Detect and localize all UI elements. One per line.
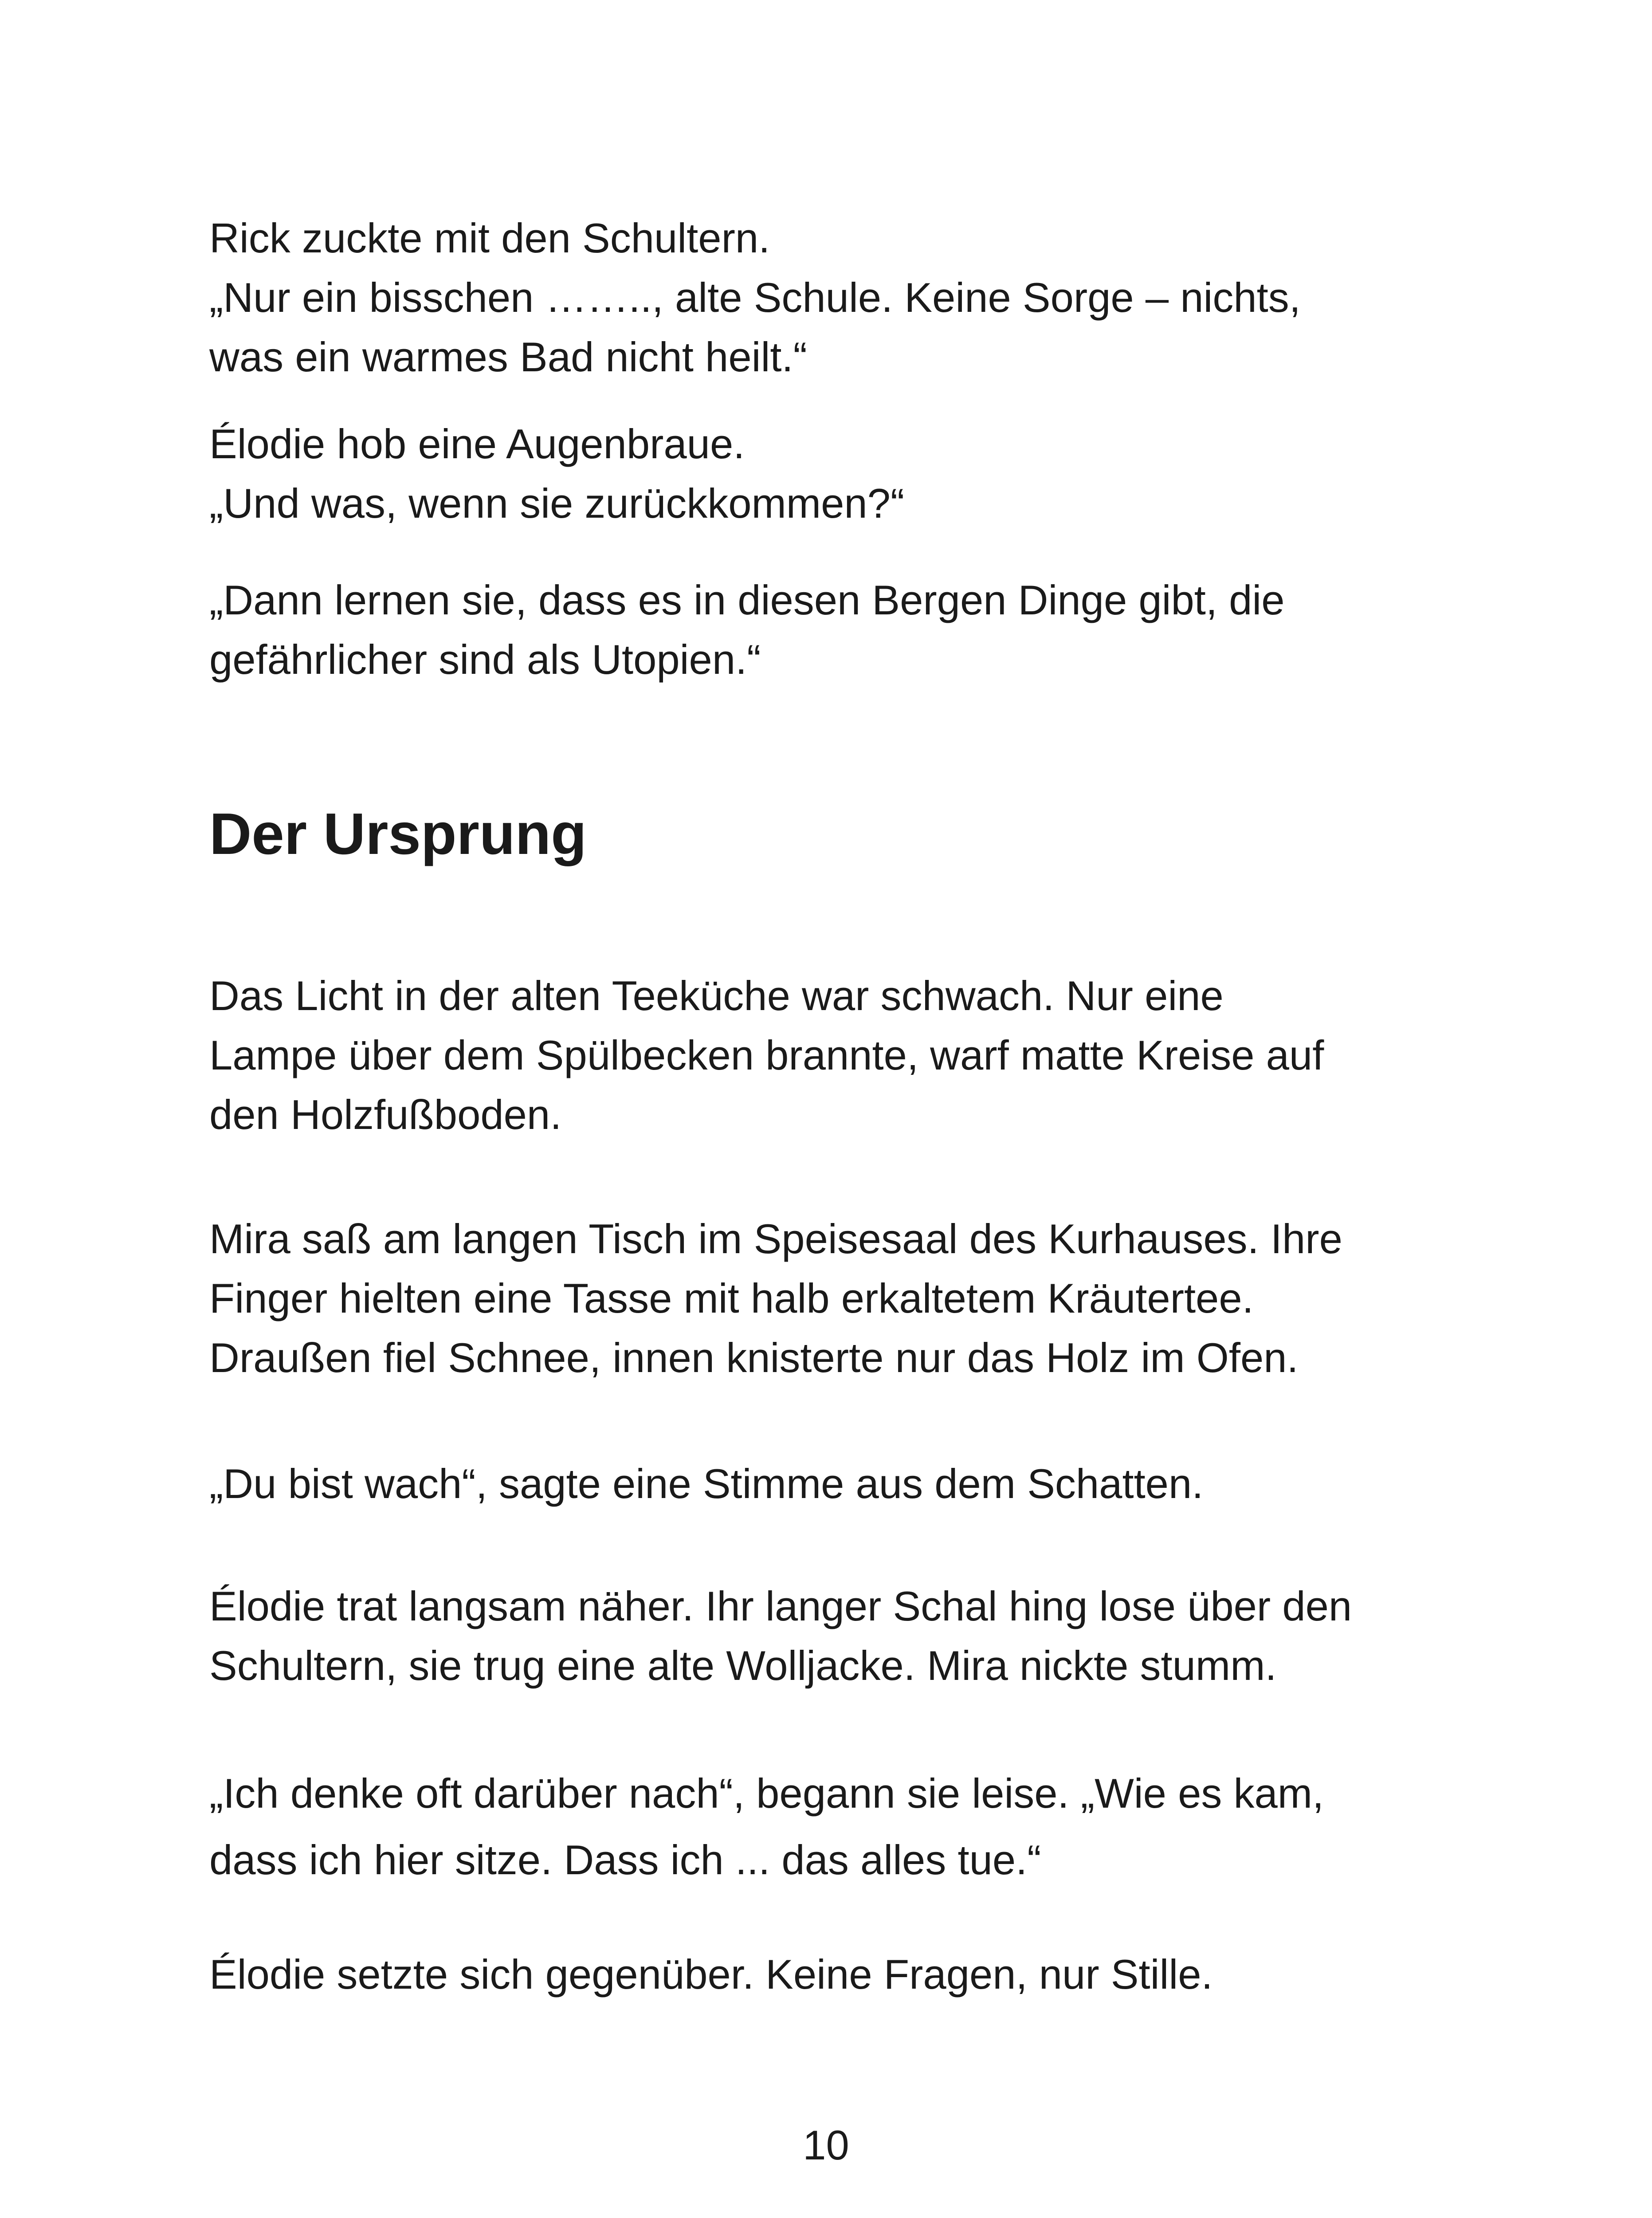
text-line: Das Licht in der alten Teeküche war schwach. Nur eine (209, 972, 1224, 1019)
text-line: dass ich hier sitze. Dass ich ... das alles tue.“ (209, 1837, 1041, 1883)
paragraph-mira-thinks (209, 1760, 1460, 1893)
paragraph-elodie-eyebrow (209, 414, 1460, 533)
text-line: gefährlicher sind als Utopien.“ (209, 636, 761, 683)
text-line: „Du bist wach“, sagte eine Stimme aus dem Schatten. (209, 1460, 1204, 1507)
text-line: „Nur ein bisschen …….., alte Schule. Keine Sorge – nichts, (209, 274, 1301, 321)
paragraph-rick-reply (209, 570, 1460, 689)
text-line: was ein warmes Bad nicht heilt.“ (209, 334, 807, 380)
text-line: Lampe über dem Spülbecken brannte, warf matte Kreise auf (209, 1032, 1324, 1078)
text-line: Mira saß am langen Tisch im Speisesaal des Kurhauses. Ihre (209, 1215, 1342, 1262)
text-line: Finger hielten eine Tasse mit halb erkaltetem Kräutertee. (209, 1275, 1254, 1321)
text-line: Schultern, sie trug eine alte Wolljacke. Mira nickte stumm. (209, 1642, 1277, 1689)
text-line: Élodie hob eine Augenbraue. (209, 421, 745, 467)
text-line: Draußen fiel Schnee, innen knisterte nur das Holz im Ofen. (209, 1334, 1299, 1381)
text-line: „Und was, wenn sie zurückkommen?“ (209, 480, 905, 527)
paragraph-elodie-sits (209, 1945, 1460, 2004)
paragraph-rick-shrugs (209, 208, 1460, 387)
text-line: „Ich denke oft darüber nach“, begann sie leise. „Wie es kam, (209, 1770, 1324, 1817)
text-line: „Dann lernen sie, dass es in diesen Bergen Dinge gibt, die (209, 577, 1285, 623)
paragraph-mira-table (209, 1209, 1460, 1388)
text-line: den Holzfußboden. (209, 1091, 562, 1138)
paragraph-teakitchen (209, 966, 1460, 1144)
text-line: Élodie setzte sich gegenüber. Keine Fragen, nur Stille. (209, 1951, 1213, 1998)
paragraph-voice-shadow (209, 1454, 1460, 1514)
text-line: Rick zuckte mit den Schultern. (209, 215, 770, 261)
page-number: 10 (803, 2122, 849, 2168)
chapter-heading: Der Ursprung (209, 801, 587, 866)
paragraph-elodie-approaches (209, 1577, 1460, 1695)
text-line: Élodie trat langsam näher. Ihr langer Schal hing lose über den (209, 1583, 1352, 1629)
